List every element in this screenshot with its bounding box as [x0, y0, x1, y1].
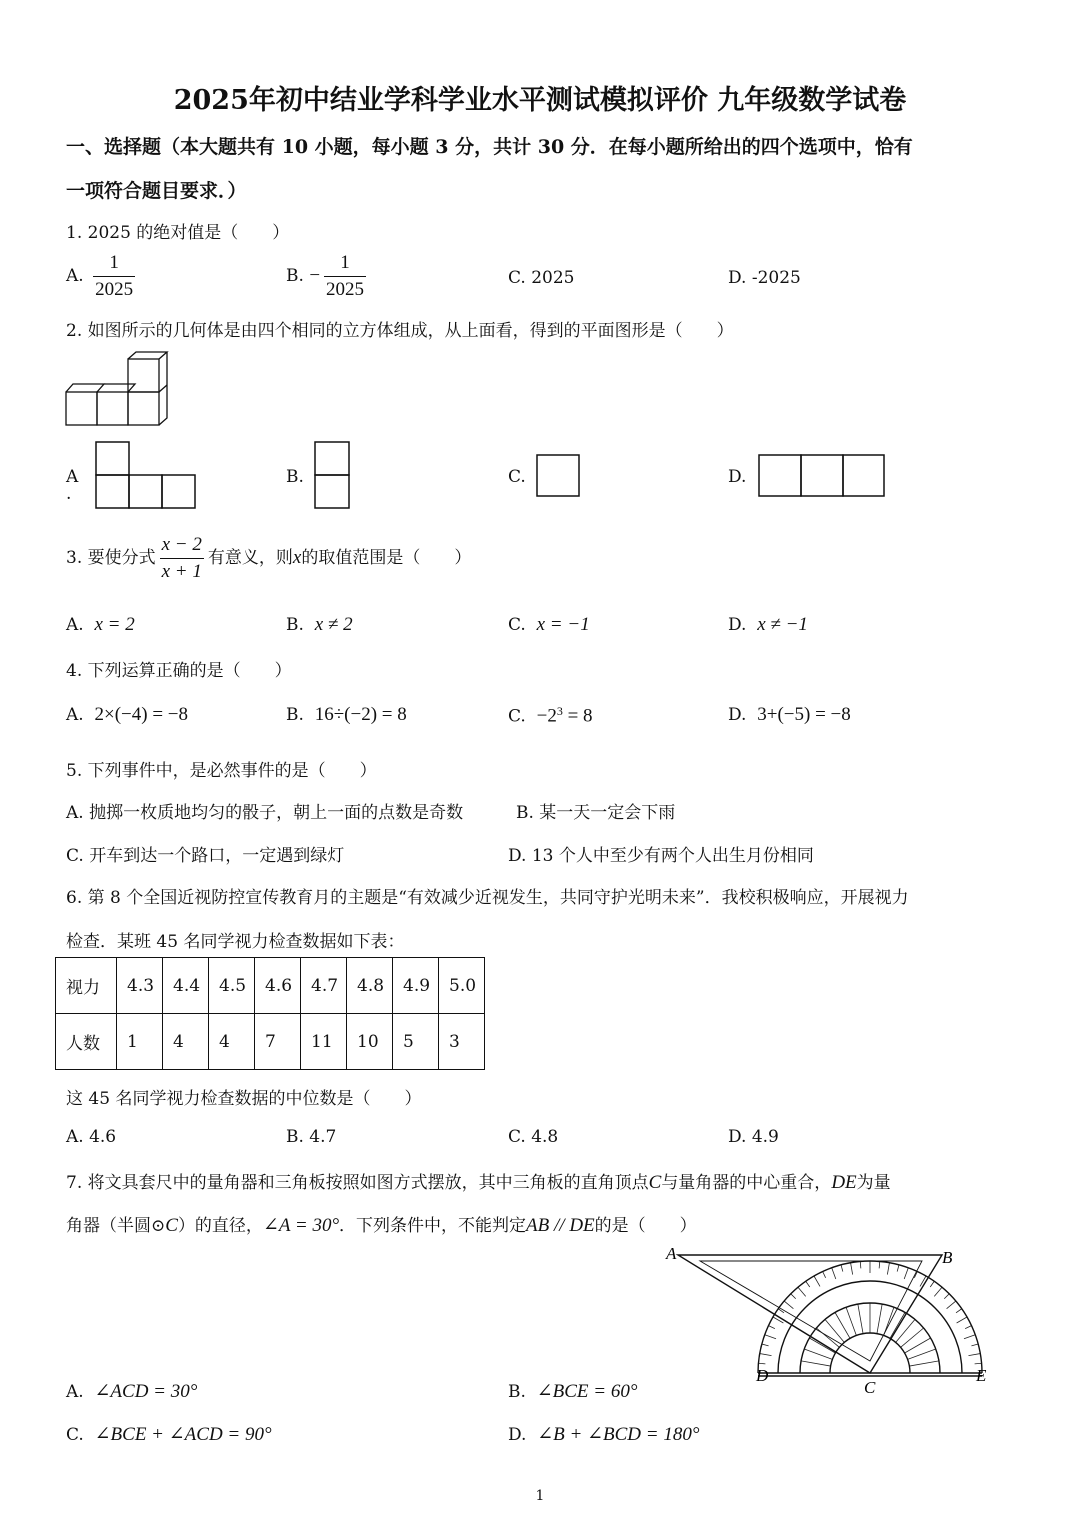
q7-stem-line2: 角器（半圆⊙C）的直径，∠A = 30°．下列条件中，不能判定AB // DE的是（ ） — [66, 1215, 697, 1236]
label-E: E — [976, 1366, 987, 1385]
section-heading-line1: 一、选择题（本大题共有 10 小题，每小题 3 分，共计 30 分．在每小题所给出的四个选项中，恰有 — [66, 136, 913, 158]
table-cell: 4.4 — [163, 958, 209, 1014]
page-title: 2025年初中结业学科学业水平测试模拟评价 九年级数学试卷 — [173, 85, 907, 116]
q7-protractor-figure — [660, 1245, 1000, 1400]
q1-stem: 1. 2025 的绝对值是（ ） — [66, 223, 290, 243]
protractor-tick — [758, 1363, 765, 1364]
protractor-tick — [944, 1294, 949, 1299]
protractor-tick — [823, 1271, 826, 1277]
q3-variable: x — [292, 547, 302, 568]
protractor-spoke — [846, 1307, 856, 1335]
section-heading-line2: 一项符合题目要求．） — [66, 180, 247, 202]
q1-a-numerator: 1 — [93, 250, 135, 277]
q1-b-numerator: 1 — [324, 250, 366, 277]
protractor-spoke — [909, 1361, 939, 1366]
label-B: B — [942, 1248, 953, 1267]
label-D: D — [756, 1366, 769, 1385]
q3-option-d: D. x ≠ −1 — [728, 614, 808, 635]
q2-option-d-figure — [757, 453, 887, 499]
vision-table — [55, 957, 485, 1070]
table-cell: 11 — [301, 1014, 347, 1070]
protractor-tick — [778, 1309, 784, 1313]
protractor-tick — [814, 1276, 820, 1286]
q4-option-b: B. 16÷(−2) = 8 — [286, 704, 407, 725]
table-cell: 7 — [255, 1014, 301, 1070]
q3-stem-post: 的取值范围是（ ） — [301, 548, 472, 568]
protractor-spoke — [877, 1304, 882, 1334]
q7-stem-line1: 7. 将文具套尺中的量角器和三角板按照如图方式摆放，其中三角板的直角顶点C与量角器的中心重合，DE为量 — [66, 1172, 891, 1193]
q3-option-b: B. x ≠ 2 — [286, 614, 353, 635]
protractor-tick — [851, 1263, 853, 1275]
protractor-tick — [957, 1317, 967, 1323]
protractor-tick — [765, 1335, 776, 1339]
q2-option-a-label: A — [66, 467, 79, 487]
q3-option-c: C. x = −1 — [508, 614, 590, 635]
q5-option-b: B. 某一天一定会下雨 — [516, 803, 676, 823]
q1-option-d: D. -2025 — [728, 268, 801, 288]
protractor-tick — [897, 1265, 899, 1272]
protractor-tick — [791, 1294, 796, 1299]
q6-option-a: A. 4.6 — [66, 1127, 117, 1147]
table-cell: 4.5 — [209, 958, 255, 1014]
q3-stem-pre: 3. 要使分式 — [66, 548, 156, 568]
q6-question: 这 45 名同学视力检查数据的中位数是（ ） — [66, 1089, 422, 1109]
q7-option-a: A. ∠ACD = 30° — [66, 1381, 198, 1402]
table-header-cell: 人数 — [56, 1014, 117, 1070]
q4-option-c: C. $-2^3 = 8$ — [508, 704, 593, 727]
q1-b-label: B. — [286, 266, 304, 286]
label-A: A — [666, 1245, 677, 1263]
table-cell: 4.3 — [117, 958, 163, 1014]
protractor-spoke — [858, 1304, 863, 1334]
q5-stem: 5. 下列事件中，是必然事件的是（ ） — [66, 761, 377, 781]
protractor-spoke — [908, 1349, 936, 1359]
q2-solid-figure — [60, 350, 180, 430]
table-row — [56, 958, 485, 1014]
protractor-tick — [947, 1301, 956, 1309]
table-cell: 5.0 — [439, 958, 485, 1014]
q1-a-denominator: 2025 — [95, 279, 134, 300]
protractor-tick — [879, 1261, 880, 1268]
table-cell: 3 — [439, 1014, 485, 1070]
q2-option-d-label: D. — [728, 467, 747, 487]
protractor-tick — [773, 1317, 783, 1323]
table-row — [56, 1014, 485, 1070]
table-cell: 4.8 — [347, 958, 393, 1014]
table-header-cell: 视力 — [56, 958, 117, 1014]
q1-b-sign: − — [309, 265, 321, 286]
protractor-tick — [904, 1268, 908, 1279]
protractor-tick — [930, 1281, 934, 1287]
q2-option-b-label: B. — [286, 467, 304, 487]
q6-option-b: B. 4.7 — [286, 1127, 337, 1147]
q1-option-a — [66, 250, 139, 303]
q3-stem — [66, 532, 471, 585]
protractor-tick — [956, 1309, 962, 1313]
protractor-tick — [841, 1265, 843, 1272]
protractor-tick — [768, 1326, 774, 1329]
table-cell: 4 — [209, 1014, 255, 1070]
protractor-tick — [887, 1263, 889, 1275]
q3-option-a: A. x = 2 — [66, 614, 135, 635]
q1-b-denominator: 2025 — [326, 279, 365, 300]
q2-option-c-label: C. — [508, 467, 526, 487]
q2-option-a-figure — [94, 440, 200, 510]
q5-option-d: D. 13 个人中至少有两个人出生月份相同 — [508, 846, 814, 866]
table-cell: 1 — [117, 1014, 163, 1070]
table-cell: 4.9 — [393, 958, 439, 1014]
q6-option-c: C. 4.8 — [508, 1127, 559, 1147]
q2-option-b-figure — [313, 440, 353, 510]
table-cell: 5 — [393, 1014, 439, 1070]
protractor-tick — [762, 1344, 769, 1346]
q3-denominator: x + 1 — [161, 561, 202, 582]
q6-stem-line2: 检查．某班 45 名同学视力检查数据如下表： — [66, 932, 405, 952]
protractor-tick — [806, 1281, 810, 1287]
table-cell: 4 — [163, 1014, 209, 1070]
protractor-tick — [968, 1354, 980, 1356]
protractor-tick — [860, 1261, 861, 1268]
q7-option-b: B. ∠BCE = 60° — [508, 1381, 638, 1402]
q2-option-c-figure — [535, 453, 583, 499]
q1-option-c: C. 2025 — [508, 268, 575, 288]
protractor-tick — [965, 1326, 971, 1329]
q6-stem-line1: 6. 第 8 个全国近视防控宣传教育月的主题是“有效减少近视发生，共同守护光明未来”．我校积极响应，开展视力 — [66, 888, 909, 908]
q2-stem: 2. 如图所示的几何体是由四个相同的立方体组成，从上面看，得到的平面图形是（ ） — [66, 321, 734, 341]
protractor-tick — [784, 1301, 793, 1309]
q1-a-label: A. — [66, 266, 84, 286]
q3-stem-mid: 有意义，则 — [207, 548, 293, 568]
q5-option-a: A. 抛掷一枚质地均匀的骰子，朝上一面的点数是奇数 — [66, 803, 464, 823]
protractor-tick — [934, 1287, 942, 1296]
label-C: C — [864, 1378, 876, 1397]
protractor-tick — [975, 1363, 982, 1364]
table-cell: 4.7 — [301, 958, 347, 1014]
q7-option-d: D. ∠B + ∠BCD = 180° — [508, 1424, 700, 1445]
protractor-spoke — [801, 1361, 831, 1366]
q4-option-a: A. 2×(−4) = −8 — [66, 704, 189, 725]
q2-option-a-dot: . — [66, 484, 72, 504]
protractor-tick — [964, 1335, 975, 1339]
protractor-tick — [760, 1354, 772, 1356]
q4-stem: 4. 下列运算正确的是（ ） — [66, 661, 292, 681]
q3-numerator: x − 2 — [160, 532, 204, 559]
protractor-tick — [798, 1287, 806, 1296]
protractor-spoke — [804, 1349, 832, 1359]
page-number: 1 — [535, 1488, 545, 1504]
q6-option-d: D. 4.9 — [728, 1127, 779, 1147]
table-cell: 4.6 — [255, 958, 301, 1014]
protractor-tick — [971, 1344, 978, 1346]
q5-option-c: C. 开车到达一个路口，一定遇到绿灯 — [66, 846, 345, 866]
protractor-tick — [832, 1268, 836, 1279]
q1-option-b — [286, 250, 370, 303]
table-cell: 10 — [347, 1014, 393, 1070]
q4-option-d: D. 3+(−5) = −8 — [728, 704, 851, 725]
q7-option-c: C. ∠BCE + ∠ACD = 90° — [66, 1424, 272, 1445]
